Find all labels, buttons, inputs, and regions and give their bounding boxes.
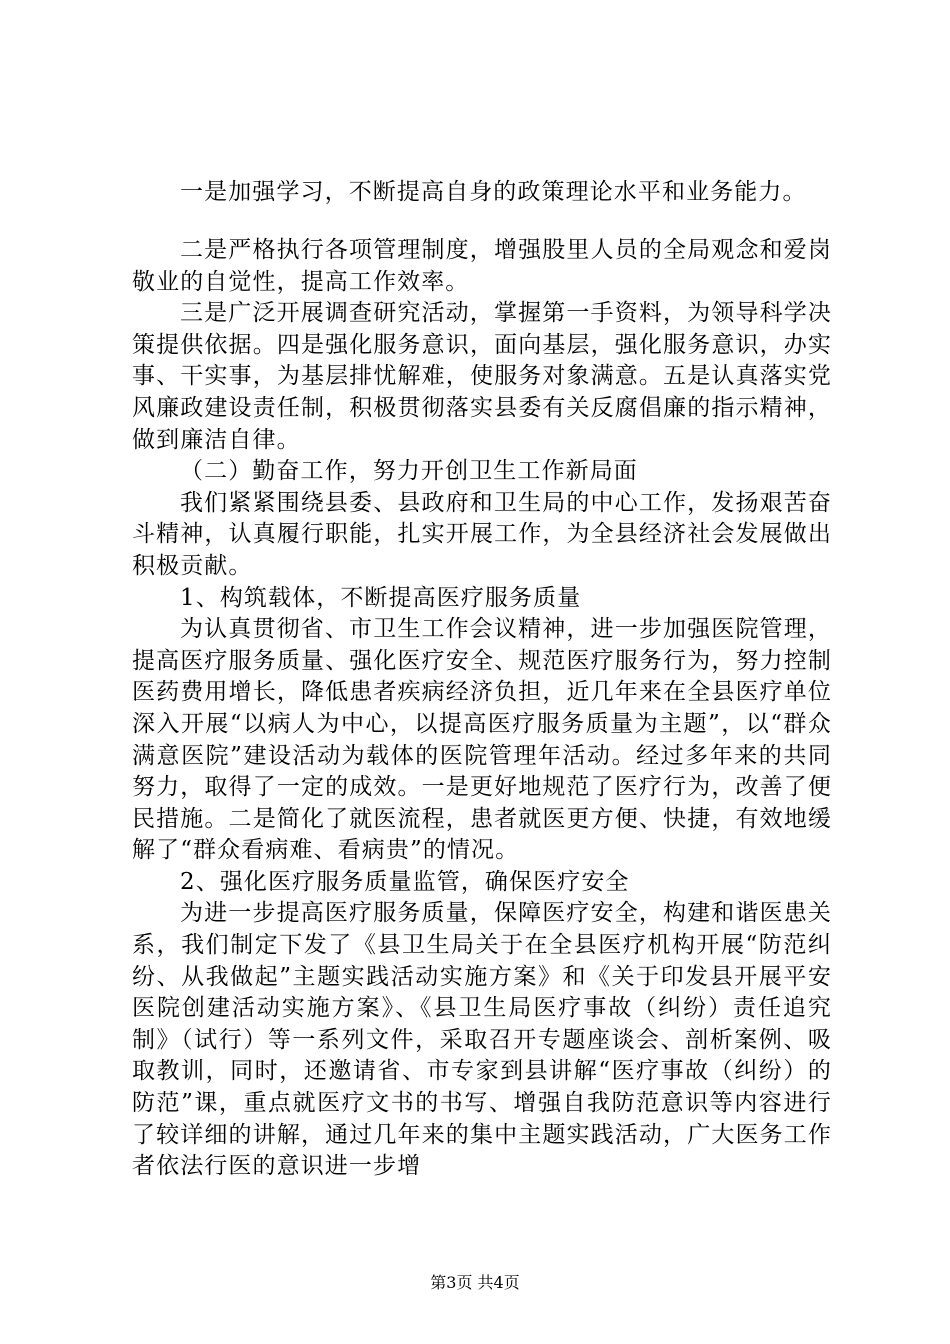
- paragraph-7: 为认真贯彻省、市卫生工作会议精神，进一步加强医院管理，提高医疗服务质量、强化医疗安全、规范医疗服务行为，努力控制医药费用增长，降低患者疾病经济负担，近几年来在全县医疗单位深入开展“以病人为中心，以提高医疗服务质量为主题”，以“群众满意医院”建设活动为载体的医院管理年活动。经过多年来的共同努力，取得了一定的成效。一是更好地规范了医疗行为，改善了便民措施。二是简化了就医流程，患者就医更方便、快捷，有效地缓解了“群众看病难、看病贵”的情况。: [132, 616, 832, 864]
- paragraph-3: 三是广泛开展调查研究活动，掌握第一手资料，为领导科学决策提供依据。四是强化服务意识，面向基层，强化服务意识，办实事、干实事，为基层排忧解难，使服务对象满意。五是认真落实党风廉政建设责任制，积极贯彻落实县委有关反腐倡廉的指示精神，做到廉洁自律。: [132, 300, 832, 453]
- document-flow: [132, 235, 832, 1183]
- section-heading-2: （二）勤奋工作，努力开创卫生工作新局面: [180, 458, 638, 485]
- paragraph-5: 我们紧紧围绕县委、县政府和卫生局的中心工作，发扬艰苦奋斗精神，认真履行职能，扎实开展工作，为全县经济社会发展做出积极贡献。: [132, 489, 832, 579]
- subsection-heading-1: 1、构筑载体，不断提高医疗服务质量: [180, 584, 582, 611]
- paragraph-9: 为进一步提高医疗服务质量，保障医疗安全，构建和谐医患关系，我们制定下发了《县卫生局关于在全县医疗机构开展“防范纠纷、从我做起”主题实践活动实施方案》和《关于印发县开展平安医院创建活动实施方案》、《县卫生局医疗事故（纠纷）责任追究制》（试行）等一系列文件，采取召开专题座谈会、剖析案例、吸取教训，同时，还邀请省、市专家到县讲解“医疗事故（纠纷）的防范”课，重点就医疗文书的书写、增强自我防范意识等内容进行了较详细的讲解，通过几年来的集中主题实践活动，广大医务工作者依法行医的意识进一步增: [132, 900, 832, 1180]
- subsection-heading-2: 2、强化医疗服务质量监管，确保医疗安全: [180, 868, 630, 895]
- paragraph-1: 一是加强学习，不断提高自身的政策理论水平和业务能力。: [180, 179, 807, 205]
- paragraph-2: 二是严格执行各项管理制度，增强股里人员的全局观念和爱岗敬业的自觉性，提高工作效率。: [132, 237, 832, 295]
- page-number: 第3页 共4页: [430, 1273, 520, 1292]
